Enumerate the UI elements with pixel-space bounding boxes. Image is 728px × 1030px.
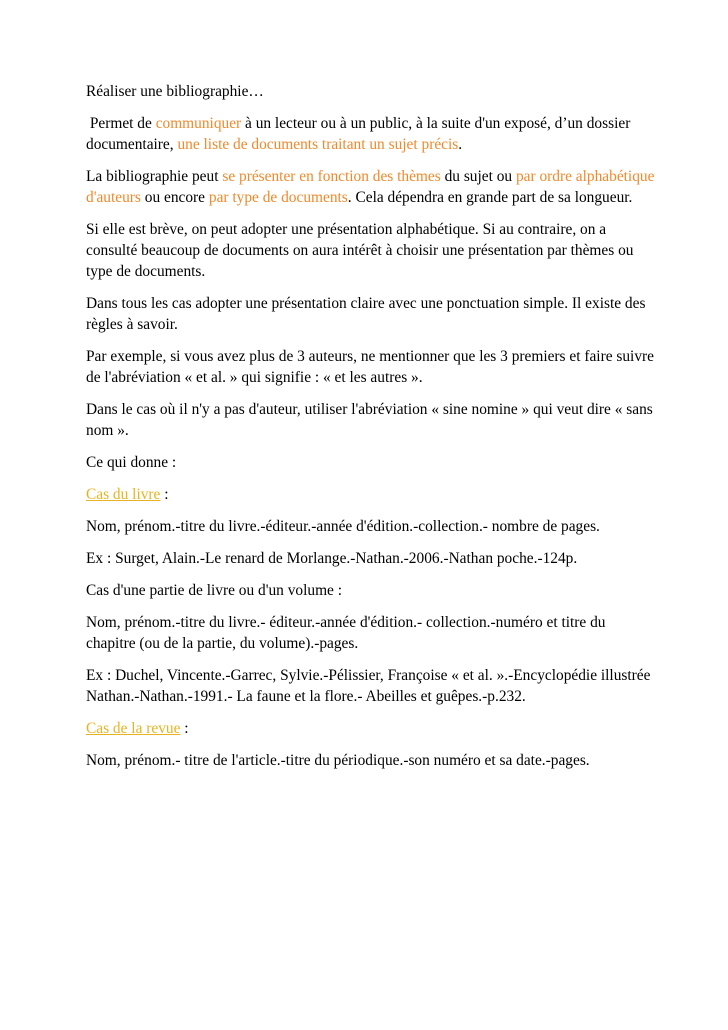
revue-heading-colon: : xyxy=(180,720,189,737)
themes-text-4: . Cela dépendra en grande part de sa longueur. xyxy=(347,189,633,206)
ce-qui-donne-paragraph: Ce qui donne : xyxy=(86,454,177,471)
brief-paragraph: Si elle est brève, on peut adopter une présentation alphabétique. Si au contraire, on a consulté beaucoup de documents on aura intérêt à choisir une présentation par thèmes ou type de documents. xyxy=(86,221,634,280)
livre-heading xyxy=(86,484,656,505)
themes-highlight-themes: se présenter en fonction des thèmes xyxy=(222,168,441,185)
livre-format: Nom, prénom.-titre du livre.-éditeur.-année d'édition.-collection.- nombre de pages. xyxy=(86,518,600,535)
intro-text-3: . xyxy=(458,136,463,153)
sine-nomine-paragraph: Dans le cas où il n'y a pas d'auteur, utiliser l'abréviation « sine nomine » qui veut dire « sans nom ». xyxy=(86,401,653,439)
themes-text-1: La bibliographie peut xyxy=(86,168,223,185)
revue-heading xyxy=(86,718,656,739)
revue-format: Nom, prénom.- titre de l'article.-titre du périodique.-son numéro et sa date.-pages. xyxy=(86,752,590,769)
intro-text-2: à un lecteur ou à un public, à la suite d'un exposé, d’un dossier documentaire, xyxy=(86,115,635,153)
livre-example: Ex : Surget, Alain.-Le renard de Morlange.-Nathan.-2006.-Nathan poche.-124p. xyxy=(86,550,578,567)
intro-highlight-liste: une liste de documents traitant un sujet précis xyxy=(177,136,459,153)
rules-paragraph: Dans tous les cas adopter une présentation claire avec une ponctuation simple. Il existe des règles à savoir. xyxy=(86,295,646,333)
themes-text-2: du sujet ou xyxy=(440,168,516,185)
themes-highlight-type: par type de documents xyxy=(208,189,348,206)
livre-heading-link[interactable]: Cas du livre xyxy=(86,486,161,503)
etal-paragraph: Par exemple, si vous avez plus de 3 auteurs, ne mentionner que les 3 premiers et faire suivre de l'abréviation « et al. » qui signifie : « et les autres ». xyxy=(86,348,654,386)
partie-format: Nom, prénom.-titre du livre.- éditeur.-année d'édition.- collection.-numéro et titre du chapitre (ou de la partie, du volume).-pages. xyxy=(86,614,606,652)
intro-highlight-communiquer: communiquer xyxy=(155,115,242,132)
document-page xyxy=(86,81,656,782)
intro-text-1: Permet de xyxy=(86,115,156,132)
partie-heading: Cas d'une partie de livre ou d'un volume : xyxy=(86,582,343,599)
themes-text-3: ou encore xyxy=(140,189,209,206)
document-title: Réaliser une bibliographie… xyxy=(86,83,264,100)
intro-paragraph xyxy=(86,113,656,155)
partie-example: Ex : Duchel, Vincente.-Garrec, Sylvie.-Pélissier, Françoise « et al. ».-Encyclopédie illustrée Nathan.-Nathan.-1991.- La faune et la flore.- Abeilles et guêpes.-p.232. xyxy=(86,667,651,705)
revue-heading-link[interactable]: Cas de la revue xyxy=(86,720,181,737)
livre-heading-colon: : xyxy=(160,486,169,503)
themes-paragraph xyxy=(86,166,656,208)
themes-highlight-auteurs: par ordre alphabétique d'auteurs xyxy=(86,168,655,206)
